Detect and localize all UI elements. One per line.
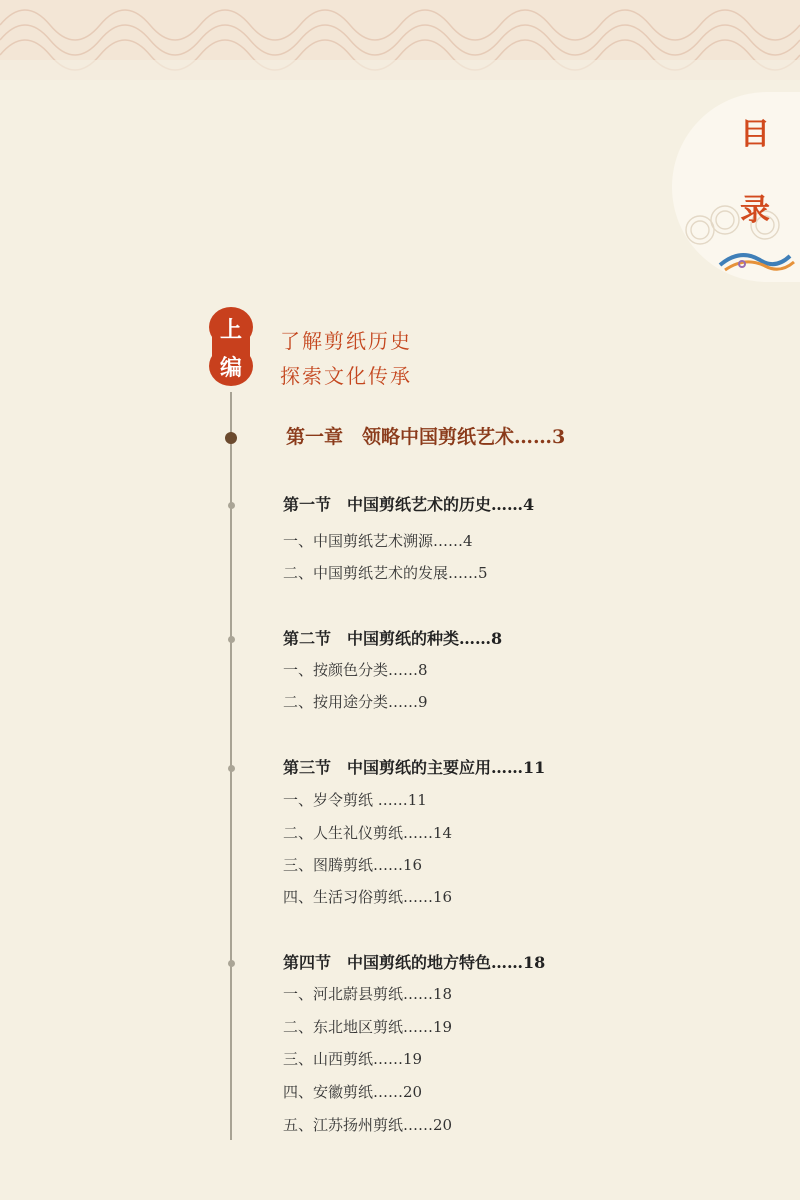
toc-item[interactable]: 一、河北蔚县剪纸……18 [283, 985, 453, 1003]
toc-section[interactable]: 第一节 中国剪纸艺术的历史……4 [283, 495, 535, 514]
section-bullet-icon [228, 765, 235, 772]
toc-item[interactable]: 一、中国剪纸艺术溯源……4 [283, 532, 473, 550]
chapter-title[interactable]: 第一章 领略中国剪纸艺术……3 [286, 426, 566, 448]
toc-item[interactable]: 二、人生礼仪剪纸……14 [283, 824, 453, 842]
chapter-bullet-icon [225, 432, 237, 444]
part-title-line-1: 了解剪纸历史 [280, 329, 412, 353]
toc-item[interactable]: 四、安徽剪纸……20 [283, 1083, 423, 1101]
section-bullet-icon [228, 502, 235, 509]
toc-title-char-1: 目 [740, 117, 770, 152]
toc-item[interactable]: 一、按颜色分类……8 [283, 661, 428, 679]
part-title-line-2: 探索文化传承 [280, 364, 412, 388]
part-badge-char-1: 上 [219, 318, 242, 343]
toc-section[interactable]: 第三节 中国剪纸的主要应用……11 [283, 758, 546, 777]
part-badge-char-2: 编 [219, 356, 242, 381]
toc-item[interactable]: 一、岁令剪纸 ……11 [283, 791, 427, 809]
toc-section[interactable]: 第二节 中国剪纸的种类……8 [283, 629, 503, 648]
section-bullet-icon [228, 960, 235, 967]
toc-item[interactable]: 二、按用途分类……9 [283, 693, 428, 711]
toc-item[interactable]: 二、东北地区剪纸……19 [283, 1018, 453, 1036]
toc-item[interactable]: 五、江苏扬州剪纸……20 [283, 1116, 453, 1134]
toc-section[interactable]: 第四节 中国剪纸的地方特色……18 [283, 953, 546, 972]
toc-item[interactable]: 四、生活习俗剪纸……16 [283, 888, 453, 906]
toc-item[interactable]: 三、山西剪纸……19 [283, 1050, 423, 1068]
toc-item[interactable]: 二、中国剪纸艺术的发展……5 [283, 564, 488, 582]
wave-pattern-band [0, 0, 800, 80]
toc-title-char-2: 录 [740, 193, 770, 228]
toc-item[interactable]: 三、图腾剪纸……16 [283, 856, 423, 874]
section-bullet-icon [228, 636, 235, 643]
